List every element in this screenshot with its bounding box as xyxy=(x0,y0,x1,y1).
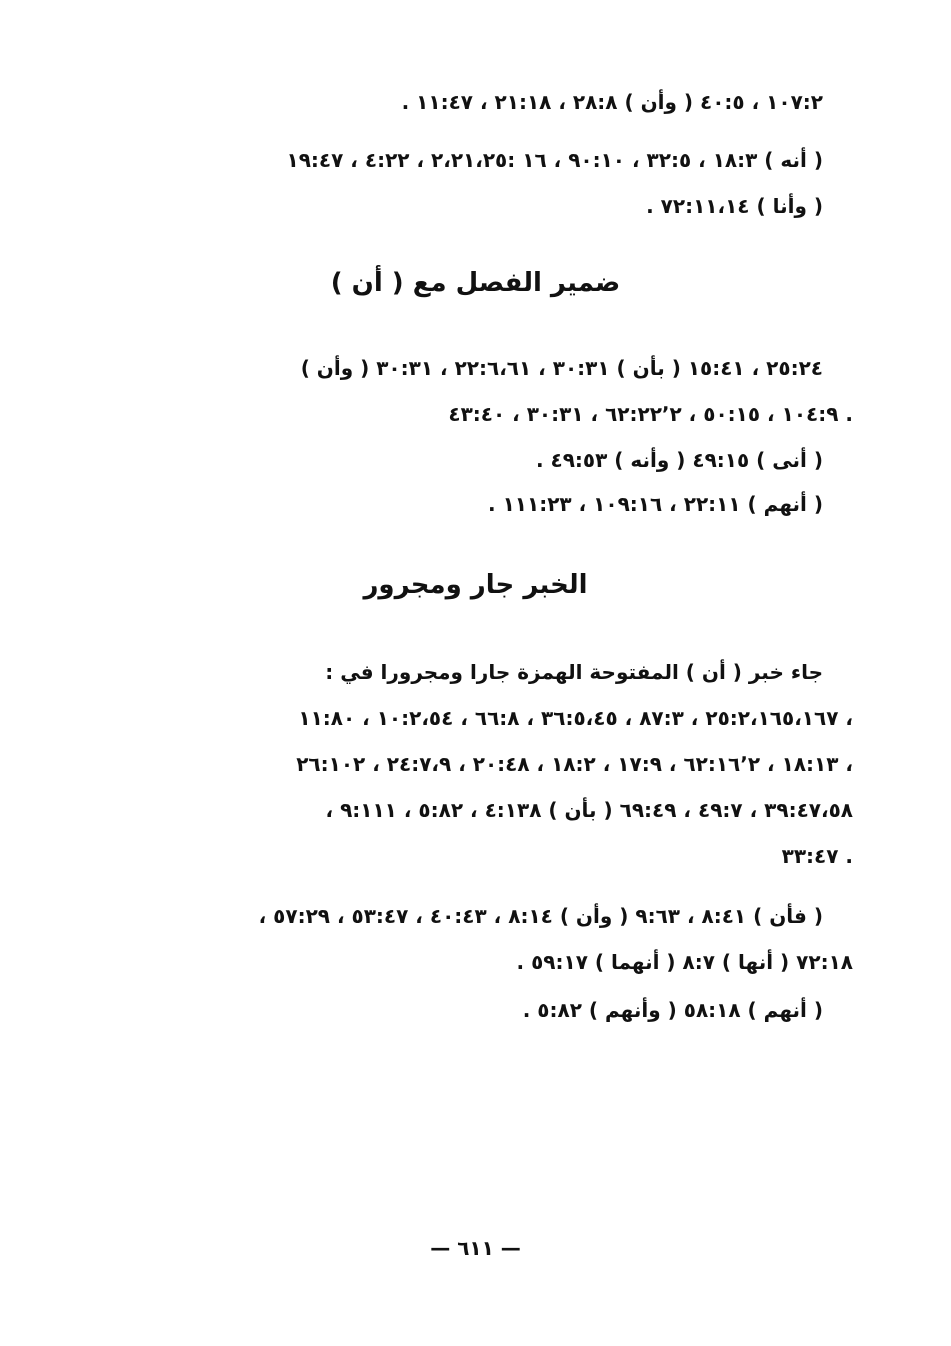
text-line: ٣٣:٤٧ . xyxy=(781,844,853,868)
text-line: ( أنهم ) ٢٢:١١ ، ١٠٩:١٦ ، ١١١:٢٣ . xyxy=(488,492,823,516)
intro-line: جاء خبر ( أن ) المفتوحة الهمزة جارا ومجرورا في : xyxy=(325,660,823,684)
text-line: ( أنهم ) ٥٨:١٨ ( وأنهم ) ٥:٨٢ . xyxy=(522,998,823,1022)
text-line: ١٨:١٣ ، ٦٢:١٦٬٢ ، ١٧:٩ ، ١٨:٢ ، ٢٠:٤٨ ، ٢٤:٧،٩ ، ٢٦:١٠٢ ، xyxy=(296,752,853,776)
section-heading: الخبر جار ومجرور xyxy=(363,570,588,600)
text-line: ٧٢:١٨ ( أنها ) ٨:٧ ( أنهما ) ٥٩:١٧ . xyxy=(516,950,853,974)
section-heading: ضمير الفصل مع ( أن ) xyxy=(330,268,621,298)
text-line: ٢٥:٢،١٦٥،١٦٧ ، ٨٧:٣ ، ٣٦:٥،٤٥ ، ٦٦:٨ ، ١٠:٢،٥٤ ، ١١:٨٠ ، xyxy=(298,706,853,730)
text-line: ( وأنا ) ٧٢:١١،١٤ . xyxy=(646,194,823,218)
text-line: ( أنه ) ١٨:٣ ، ٣٢:٥ ، ٩٠:١٠ ، ١٦ :٢،٢١،٢٥ ، ٤:٢٢ ، ١٩:٤٧ xyxy=(286,148,823,172)
text-line: ٢٥:٢٤ ، ١٥:٤١ ( بأن ) ٣٠:٣١ ، ٢٢:٦،٦١ ، ٣٠:٣١ ( وأن ) xyxy=(300,356,823,380)
text-line: ١٠٤:٩ ، ٥٠:١٥ ، ٦٢:٢٢٬٢ ، ٣٠:٣١ ، ٤٣:٤٠ . xyxy=(448,402,853,426)
page-number: — ٦١١ — xyxy=(430,1236,521,1260)
text-line: ٣٩:٤٧،٥٨ ، ٤٩:٧ ، ٦٩:٤٩ ( بأن ) ٤:١٣٨ ، ٥:٨٢ ، ٩:١١١ ، xyxy=(325,798,853,822)
text-line: ١٠٧:٢ ، ٤٠:٥ ( وأن ) ٢٨:٨ ، ٢١:١٨ ، ١١:٤٧ . xyxy=(401,90,823,114)
text-line: ( أنى ) ٤٩:١٥ ( وأنه ) ٤٩:٥٣ . xyxy=(535,448,823,472)
text-line: ( فأن ) ٨:٤١ ، ٩:٦٣ ( وأن ) ٨:١٤ ، ٤٠:٤٣ ، ٥٣:٤٧ ، ٥٧:٢٩ ، xyxy=(258,904,823,928)
